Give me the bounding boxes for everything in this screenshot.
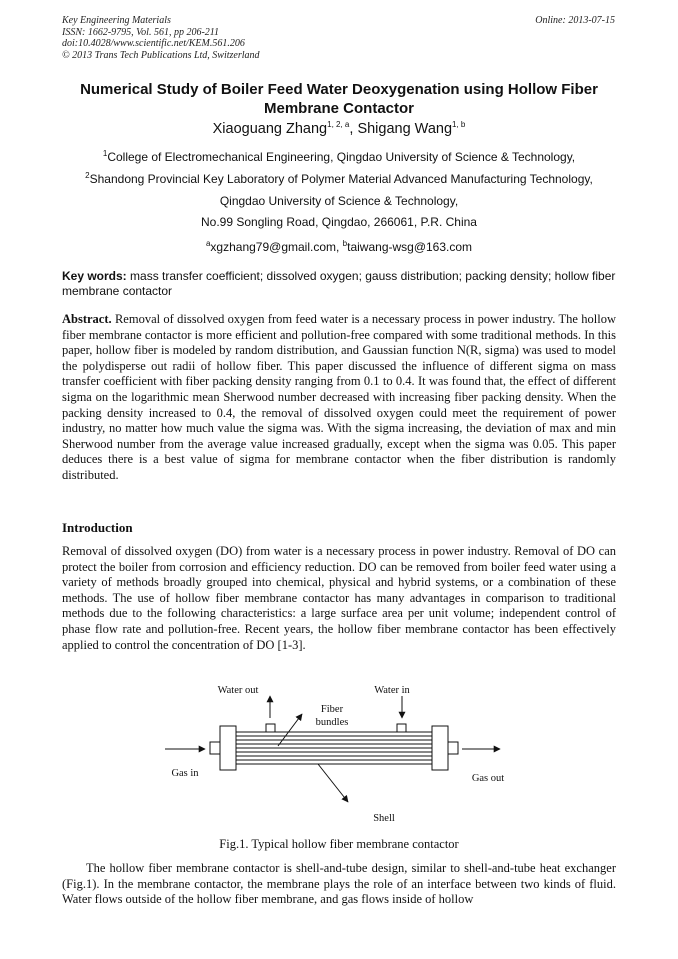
fiber-label: Fiber [320, 704, 344, 715]
hollow-fiber-contactor-diagram [150, 678, 530, 828]
email-a: xgzhang79@gmail.com, [210, 240, 343, 254]
bundles-label: bundles [315, 717, 349, 728]
shell-pointer [318, 764, 348, 802]
affiliation-text: Shandong Provincial Key Laboratory of Polymer Material Advanced Manufacturing Technology, [89, 172, 593, 186]
affiliation-4: No.99 Songling Road, Qingdao, 266061, P.R. China [201, 215, 477, 229]
issn-line: ISSN: 1662-9795, Vol. 561, pp 206-211 [62, 26, 220, 38]
abstract-text: Removal of dissolved oxygen from feed water is a necessary process in power industry. The hollow fiber membrane contactor is more efficient and pollution-free compared with some traditional methods. In this paper, hollow fiber is modeled by random distribution, and Gaussian function N(R, sigma) was used to model the polydisperse out radii of hollow fiber. This paper discussed the influence of different sigma on mass transfer coefficient with fiber packing density ranging from 0.1 to 0.4. It was found that, the effect of different sigma on the logarithmic mean Sherwood number decreased with increasing fiber packing density. When the packing density increased to 0.4, the removal of dissolved oxygen could meet the requirement of power industry, no matter how much value the sigma was. With the sigma increasing, the deviation of max and min Sherwood number from the average value increased gradually, except when the sigma was 0.05. This paper deduces there is a best value of sigma for membrane contactor when the fiber distribution is randomly distributed. [62, 312, 616, 482]
abstract-label: Abstract. [62, 312, 112, 326]
online-date: Online: 2013-07-15 [535, 15, 615, 26]
affiliation-marker: 2 [85, 171, 90, 180]
email-marker: a [205, 239, 211, 248]
paper-title: Numerical Study of Boiler Feed Water Deoxygenation using Hollow Fiber Membrane Contactor [80, 81, 598, 117]
intro-paragraph-2: The hollow fiber membrane contactor is shell-and-tube design, similar to shell-and-tube heat exchanger (Fig.1). In the membrane contactor, the membrane plays the role of an interface between two kinds of fluid. Water flows outside of the hollow fiber membrane, and gas flows inside of hollow [62, 861, 616, 907]
figure-caption: Fig.1. Typical hollow fiber membrane contactor [219, 837, 459, 851]
gas-in-label: Gas in [171, 768, 199, 779]
water-out-port [266, 724, 275, 732]
email-b: taiwang-wsg@163.com [347, 240, 473, 254]
gas-out-label: Gas out [471, 773, 505, 784]
author-line [62, 121, 616, 137]
author-superscript: 1, b [452, 120, 466, 130]
email-marker: b [342, 239, 348, 248]
right-end-cap [448, 742, 458, 754]
author-name: Shigang Wang [357, 121, 453, 137]
doi-line: doi:10.4028/www.scientific.net/KEM.561.206 [62, 38, 245, 49]
affiliation-2 [62, 172, 616, 186]
author-separator: , [349, 121, 358, 137]
keywords-text: mass transfer coefficient; dissolved oxygen; gauss distribution; packing density; hollow fiber membrane contactor [62, 269, 616, 298]
water-in-port [397, 724, 406, 732]
abstract [62, 312, 616, 484]
fiber-bundles-pointer [278, 714, 302, 746]
water-out-label: Water out [217, 685, 259, 696]
shell-label: Shell [373, 813, 395, 824]
copyright-line: © 2013 Trans Tech Publications Ltd, Switzerland [62, 49, 260, 61]
affiliation-marker: 1 [102, 149, 108, 158]
fiber-bundle-lines [236, 736, 432, 760]
left-end-flange [220, 726, 236, 770]
email-line [62, 240, 616, 254]
journal-header [62, 15, 260, 61]
left-end-cap [210, 742, 220, 754]
affiliation-1 [62, 150, 616, 164]
section-heading-introduction: Introduction [62, 520, 133, 535]
water-in-label: Water in [374, 685, 410, 696]
affiliation-3: Qingdao University of Science & Technology, [219, 194, 459, 208]
affiliation-text: College of Electromechanical Engineering, Qingdao University of Science & Technology, [107, 150, 576, 164]
journal-name: Key Engineering Materials [62, 15, 171, 26]
author-superscript: 1, 2, a [327, 120, 350, 130]
keywords [62, 269, 616, 299]
author-name: Xiaoguang Zhang [212, 121, 328, 137]
right-end-flange [432, 726, 448, 770]
intro-paragraph-1: Removal of dissolved oxygen (DO) from water is a necessary process in power industry. Removal of DO can protect the boiler from corrosion and efficiency reduction. DO can be removed from boiler feed water using a variety of methods broadly grouped into chemical, physical and hybrid systems, or a combination of these methods. The use of hollow fiber membrane contactor has many advantages in comparison to traditional methods due to the following characteristics: a large surface area per unit volume; independent control of phase flow rate and pollution-free. Recent years, the hollow fiber membrane contactor has been effectively applied to control the concentration of DO [1-3]. [62, 544, 616, 652]
keywords-label: Key words: [62, 269, 127, 283]
